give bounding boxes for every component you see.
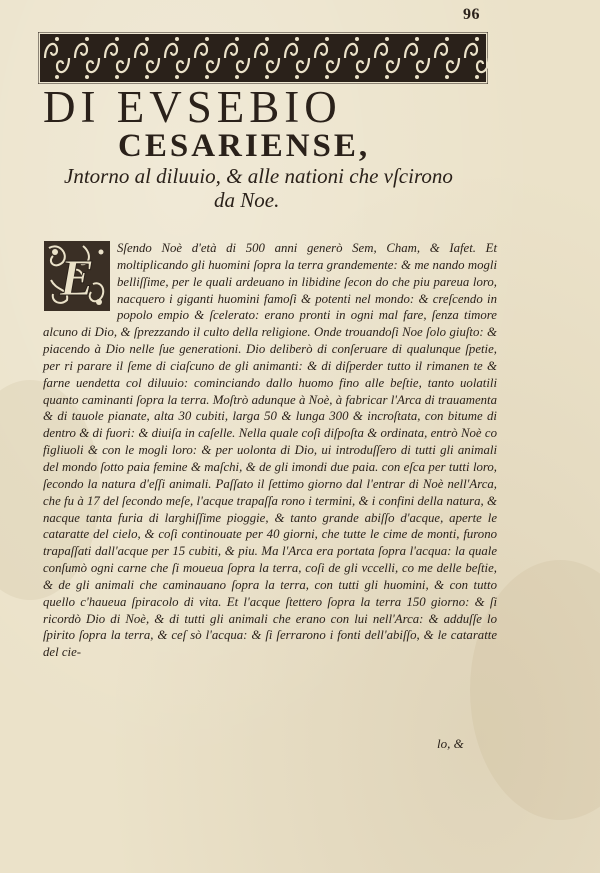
ornament-dot: [85, 37, 89, 41]
ornament-dot: [265, 75, 269, 79]
ornament-dot: [175, 75, 179, 79]
ornament-dot: [55, 37, 59, 41]
ornament-dot: [235, 37, 239, 41]
ornament-dot: [385, 37, 389, 41]
ornament-dot: [175, 37, 179, 41]
subtitle-line-2: da Noe.: [214, 188, 280, 212]
decorated-initial-letter: [43, 240, 117, 316]
ornament-dot: [445, 75, 449, 79]
ornament-dot: [415, 37, 419, 41]
ornament-dot: [295, 37, 299, 41]
ornament-dot: [205, 75, 209, 79]
page-number: 96: [463, 6, 480, 23]
ornament-dot: [355, 37, 359, 41]
ornament-dot: [85, 75, 89, 79]
ornament-dot: [145, 75, 149, 79]
ornament-dot: [415, 75, 419, 79]
chapter-subtitle: [64, 164, 504, 212]
ornament-dot: [295, 75, 299, 79]
ornament-dot: [205, 37, 209, 41]
ornament-dot: [145, 37, 149, 41]
ornament-dot: [235, 75, 239, 79]
ornament-dot: [355, 75, 359, 79]
ornament-dot: [385, 75, 389, 79]
title-line-1: DI EVSEBIO: [43, 82, 342, 132]
ornament-dot: [445, 37, 449, 41]
ornament-dot: [55, 75, 59, 79]
ornament-dot: [115, 37, 119, 41]
catchword: lo, &: [437, 736, 464, 751]
ornament-dot: [475, 37, 479, 41]
subtitle-line-1: Jntorno al diluuio, & alle nationi che vſcirono: [64, 164, 453, 188]
ornament-dot: [115, 75, 119, 79]
ornament-dot: [325, 37, 329, 41]
ornament-dot: [475, 75, 479, 79]
title-line-2: CESARIENSE,: [118, 128, 371, 164]
body-text: [43, 240, 497, 661]
ornament-dot: [265, 37, 269, 41]
body-paragraph: Sſendo Noè d'età di 500 anni generò Sem, Cham, & Iafet. Et moltiplicando gli huomini ſopra la terra grandemente: & me nando mogli belliſſime, per le quali ardeuano in libidine ſecon do che piu pareua loro, nacquero i giganti huomini famoſi & potenti nel mondo: & creſcendo in popolo empio & ſcelerato: erano pronti in ogni mal fare, ſenza timore alcuno di Dio, & ſprezzando il culto della religione. Onde trouandoſi Noe ſolo giuſto: & piacendo à Dio nelle ſue generationi. Dio deliberò di conſeruare di qualunque ſpetie, per ri parare il ſeme di ciaſcuno de gli animanti: & di diſperder tutto il rimanen te & farne uendetta col diluuio: cominciando dallo huomo fino alle beſtie, tanto uolatili quanto caminanti ſopra la terra. Moſtrò adunque à Noè, à fabricar l'Arca di trauamenta & di tauole pianate, alta 30 cubiti, larga 50 & lunga 300 & incroſtata, con bitume di dentro & di fuori: & diuiſa in caſelle. Nella quale coſi diſpoſta & ordinata, entrò Noè co figliuoli & con le mogli loro: & per uolonta di Dio, ui introduſſero di tutti gli animali del mondo ſotto paia femine & maſchi, & de gli imondi due paia. con eſca per tutti loro, ſecondo la natura d'eſſi animali. Paſſato il ſettimo giorno dal l'entrar di Noè nell'Arca, che fu à 17 del ſecondo meſe, l'acque trapaſſa rono i termini, & i confini della natura, & nacque tanta furia di larghiſſime pioggie, & tanto grande abiſſo d'acque, aperte le cataratte del cielo, & coſi continouate per 40 giorni, che tutte le cime de monti, furono trapaſſati dall'acque per 15 cubiti, & piu. Ma l'Arca era portata ſopra l'acqua: la quale conſumò ogni carne che ſi moueua ſopra la terra, coſi de gli vccelli, co me delle beſtie, & de gli animali che caminauano ſopra la terra, con tutti gli huomini, & con tutto quello c'haueua ſpiracolo di vita. Et l'acque ſtettero ſopra la terra 150 giorno: & ſi ricordò Dio di Noè, & di tutti gli animali che erano con lui nell'Arca: & adduſſe lo ſpirito ſopra la terra, & ceſ sò l'acqua: & ſi ſerrarono i fonti dell'abiſſo, & le cataratte del cie-: [43, 241, 497, 660]
svg-text:E: E: [59, 250, 95, 307]
ornamental-header-band: [38, 32, 488, 84]
ornament-dot: [325, 75, 329, 79]
